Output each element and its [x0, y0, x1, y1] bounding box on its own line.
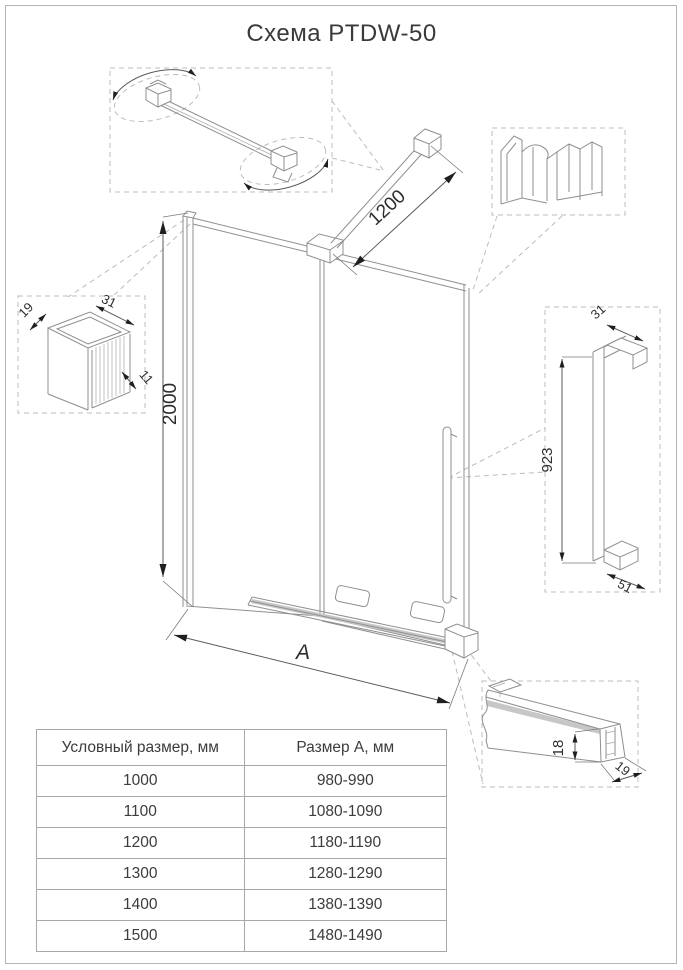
- fixed-panel-edge: [183, 211, 196, 607]
- table-cell-a: 980-990: [244, 766, 446, 797]
- table-header-size: Условный размер, мм: [37, 730, 245, 766]
- dim-bar-length: [333, 146, 463, 275]
- rail-stopper: [335, 585, 371, 608]
- dim-rail-height-label: 18: [550, 739, 567, 757]
- leader-line: [448, 428, 545, 478]
- detail-box-wall-profile: [18, 296, 145, 413]
- dim-wall-width-label: 31: [99, 291, 119, 311]
- main-assembly: [183, 129, 478, 658]
- leader-line: [472, 216, 497, 293]
- dim-width-A: [166, 609, 468, 709]
- table-cell-size: 1300: [37, 859, 245, 890]
- table-cell-a: 1480-1490: [244, 921, 446, 952]
- table-cell-size: 1400: [37, 890, 245, 921]
- leader-line: [452, 651, 483, 784]
- detail-handle: [539, 301, 647, 596]
- dim-wall-depth-label: 19: [15, 299, 37, 321]
- panel-divider: [320, 248, 324, 616]
- leader-line: [448, 472, 545, 478]
- table-cell-size: 1000: [37, 766, 245, 797]
- table-row: [37, 766, 447, 797]
- table-row: [37, 828, 447, 859]
- table-cell-a: 1280-1290: [244, 859, 446, 890]
- leader-line: [477, 216, 562, 295]
- detail-rail-profile: [482, 679, 646, 782]
- leader-line: [68, 220, 184, 297]
- page-title: Схема PTDW-50: [246, 20, 437, 47]
- table-cell-size: 1200: [37, 828, 245, 859]
- dim-width-label: A: [295, 641, 311, 664]
- dim-rail-width-label: 19: [612, 758, 634, 779]
- table-header-row: [37, 730, 447, 766]
- detail-box-support-bar: [110, 68, 332, 192]
- table-row: [37, 890, 447, 921]
- table-cell-a: 1380-1390: [244, 890, 446, 921]
- detail-seal-profile: [501, 136, 602, 204]
- door-handle: [443, 427, 457, 603]
- dim-bar-length-label: 1200: [364, 185, 410, 230]
- size-table: [36, 729, 447, 952]
- dim-handle-foot-label: 51: [615, 576, 636, 597]
- table-row: [37, 921, 447, 952]
- table-cell-size: 1100: [37, 797, 245, 828]
- support-bar: [331, 143, 427, 248]
- detail-boxes: [18, 68, 660, 787]
- rail-end-cap: [445, 624, 478, 658]
- table-row: [37, 859, 447, 890]
- table-cell-a: 1080-1090: [244, 797, 446, 828]
- dimensions: [160, 146, 468, 709]
- detail-support-bar: [109, 66, 331, 194]
- table-cell-size: 1500: [37, 921, 245, 952]
- leader-lines: [68, 101, 562, 784]
- table-row: [37, 797, 447, 828]
- support-bar-bracket: [307, 234, 343, 263]
- dim-glass-height-label: 2000: [160, 382, 181, 426]
- table-cell-a: 1180-1190: [244, 828, 446, 859]
- detail-wall-profile: [15, 291, 156, 410]
- dim-glass-height: [160, 213, 193, 607]
- rail-stopper: [410, 601, 446, 624]
- dim-wall-glass-label: 11: [136, 367, 157, 388]
- dim-handle-height-label: 923: [539, 447, 556, 473]
- detail-box-seal-profile: [492, 128, 625, 215]
- door-right-edge: [464, 285, 469, 649]
- leader-line: [332, 101, 384, 171]
- table-header-a: Размер А, мм: [244, 730, 446, 766]
- dim-handle-top-label: 31: [587, 301, 609, 323]
- wall-mount: [414, 129, 441, 158]
